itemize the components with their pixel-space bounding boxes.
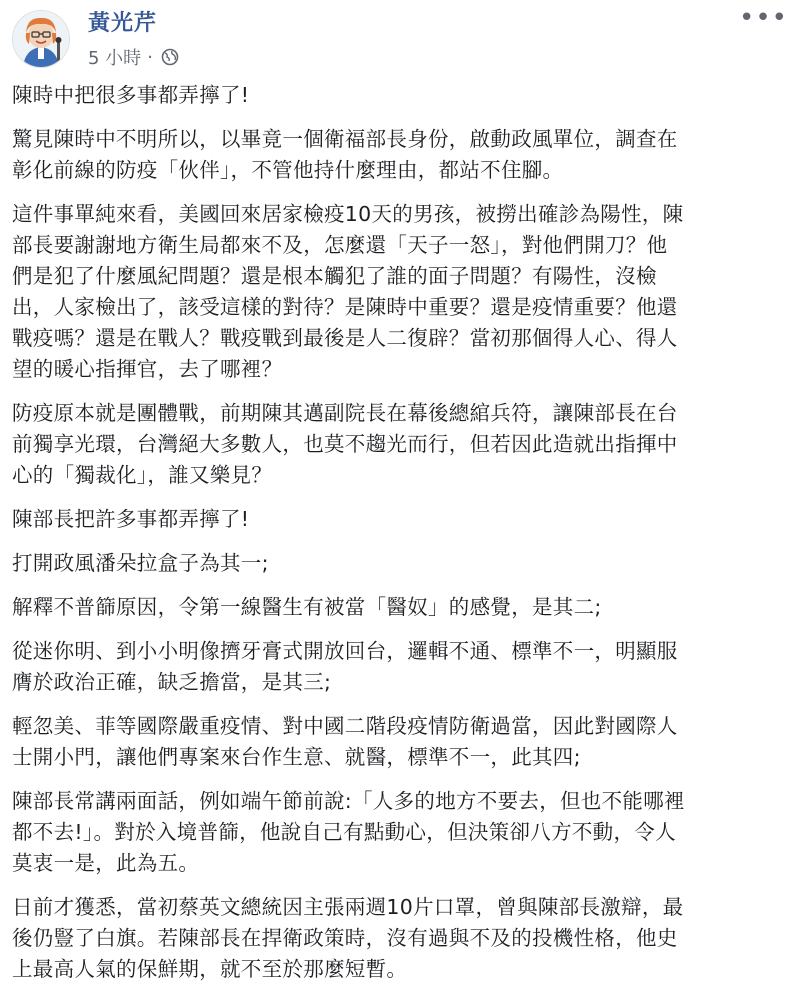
post-paragraph: 陳部長把許多事都弄擰了! xyxy=(12,507,250,531)
post-paragraph: 陳時中把很多事都弄擰了! xyxy=(12,83,250,107)
avatar-illustration xyxy=(13,11,69,67)
post-body xyxy=(12,80,792,998)
post-paragraph: 日前才獲悉，當初蔡英文總統因主張兩週10片口罩，曾與陳部長激辯，最 後仍豎了白旗。若陳部長在捍衛政策時，沒有過與不及的投機性格，他史 上最高人氣的保鮮期，就不至於那麼短暫。 xyxy=(12,895,684,981)
avatar[interactable] xyxy=(12,10,70,68)
post-meta xyxy=(88,44,179,70)
author-name[interactable]: 黃光芹 xyxy=(88,11,158,36)
post-paragraph: 這件事單純來看，美國回來居家檢疫10天的男孩，被撈出確診為陽性，陳 部長要謝謝地方衛生局都來不及，怎麼還「天子一怒」，對他們開刀？他 們是犯了什麼風紀問題？還是根本觸犯了誰的面子問題？有陽性，沒檢 出，人家檢出了，該受這樣的對待？是陳時中重要？還是疫情重要？他還 戰疫嗎？還是在戰人？戰疫戰到最後是人二復辟？當初那個得人心、得人 望的暖心指揮官，去了哪裡？ xyxy=(12,202,684,381)
post-paragraph: 解釋不普篩原因，令第一線醫生有被當「醫奴」的感覺，是其二; xyxy=(12,595,602,619)
post-header xyxy=(0,0,800,80)
post-paragraph: 防疫原本就是團體戰，前期陳其邁副院長在幕後總綰兵符，讓陳部長在台 前獨享光環，台灣絕大多數人，也莫不趨光而行，但若因此造就出指揮中 心的「獨裁化」，誰又樂見？ xyxy=(12,401,678,487)
post-paragraph: 輕忽美、菲等國際嚴重疫情、對中國二階段疫情防衛過當，因此對國際人 士開小門，讓他們專案來台作生意、就醫，標準不一，此其四; xyxy=(12,714,678,769)
post-paragraph: 陳部長常講兩面話，例如端午節前說:「人多的地方不要去，但也不能哪裡 都不去!」。對於入境普篩，他說自己有點動心，但決策卻八方不動，令人 莫衷一是，此為五。 xyxy=(12,789,685,875)
post-timestamp[interactable]: 5 小時 xyxy=(88,48,142,69)
post-paragraph: 驚見陳時中不明所以，以畢竟一個衛福部長身份，啟動政風單位，調查在 彰化前線的防疫「伙伴」，不管他持什麼理由，都站不住腳。 xyxy=(12,127,678,182)
more-options-icon[interactable]: ••• xyxy=(738,3,788,33)
meta-separator: · xyxy=(147,46,153,68)
globe-icon[interactable] xyxy=(161,48,179,66)
post-paragraph: 從迷你明、到小小明像擠牙膏式開放回台，邏輯不通、標準不一，明顯服 膺於政治正確，缺乏擔當，是其三; xyxy=(12,639,678,694)
post-paragraph: 打開政風潘朵拉盒子為其一; xyxy=(12,551,269,575)
